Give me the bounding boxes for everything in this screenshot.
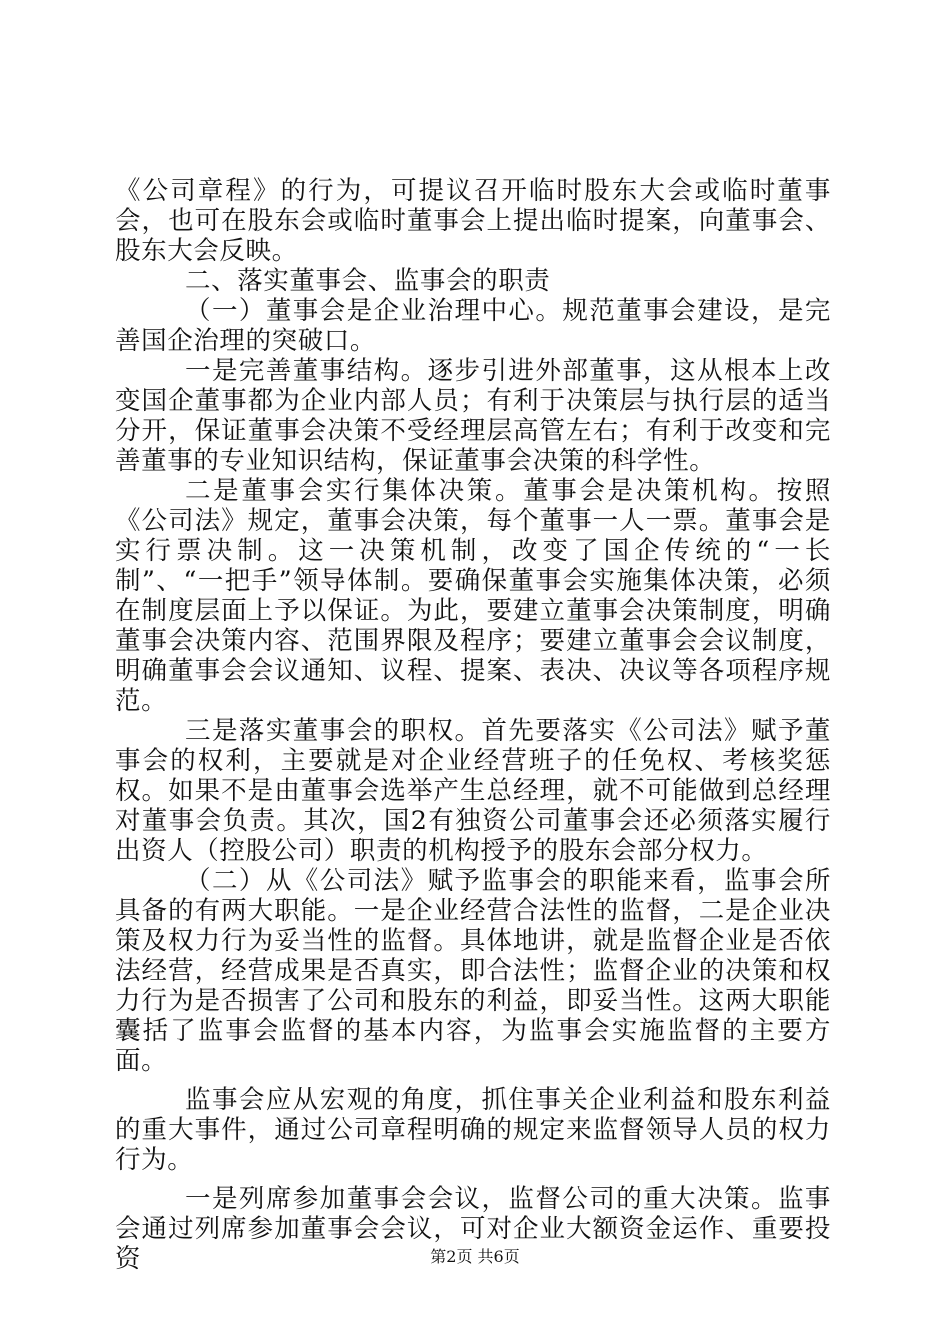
paragraph-4: 一是完善董事结构。逐步引进外部董事，这从根本上改变国企董事都为企业内部人员；有利于决策层与执行层的适当分开，保证董事会决策不受经理层高管左右；有利于改变和完善董事的专业知识结构，保证董事会决策的科学性。	[115, 356, 831, 476]
paragraph-5: 二是董事会实行集体决策。董事会是决策机构。按照《公司法》规定，董事会决策，每个董事一人一票。董事会是实行票决制。这一决策机制，改变了国企传统的“一长制”、“一把手”领导体制。要确保董事会实施集体决策，必须在制度层面上予以保证。为此，要建立董事会决策制度，明确董事会决策内容、范围界限及程序；要建立董事会会议制度，明确董事会会议通知、议程、提案、表决、决议等各项程序规范。	[115, 476, 831, 716]
document-body	[115, 176, 831, 1274]
paragraph-8: 监事会应从宏观的角度，抓住事关企业利益和股东利益的重大事件，通过公司章程明确的规定来监督领导人员的权力行为。	[115, 1085, 831, 1175]
page-footer: 第2页 共6页	[430, 1247, 520, 1266]
paragraph-7: （二）从《公司法》赋予监事会的职能来看，监事会所具备的有两大职能。一是企业经营合法性的监督，二是企业决策及权力行为妥当性的监督。具体地讲，就是监督企业是否依法经营，经营成果是否真实，即合法性；监督企业的决策和权力行为是否损害了公司和股东的利益，即妥当性。这两大职能囊括了监事会监督的基本内容，为监事会实施监督的主要方面。	[115, 866, 831, 1076]
section-heading: 二、落实董事会、监事会的职责	[185, 266, 551, 296]
paragraph-6: 三是落实董事会的职权。首先要落实《公司法》赋予董事会的权利，主要就是对企业经营班子的任免权、考核奖惩权。如果不是由董事会选举产生总经理，就不可能做到总经理对董事会负责。其次，国2有独资公司董事会还必须落实履行出资人（控股公司）职责的机构授予的股东会部分权力。	[115, 716, 831, 866]
paragraph-9: 一是列席参加董事会会议，监督公司的重大决策。监事会通过列席参加董事会会议，可对企业大额资金运作、重要投资	[115, 1184, 831, 1274]
paragraph-3: （一）董事会是企业治理中心。规范董事会建设，是完善国企治理的突破口。	[115, 296, 831, 356]
paragraph-1: 《公司章程》的行为，可提议召开临时股东大会或临时董事会，也可在股东会或临时董事会上提出临时提案，向董事会、股东大会反映。	[115, 176, 831, 266]
